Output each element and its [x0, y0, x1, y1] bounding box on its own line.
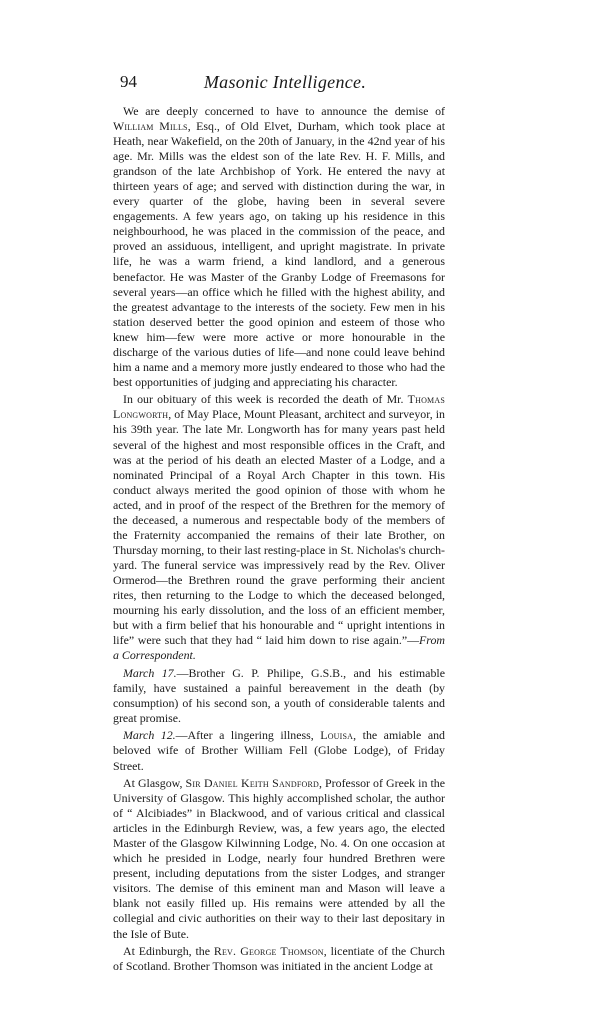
- proper-name: Louisa: [320, 728, 354, 743]
- proper-name: Sir Daniel Keith Sandford: [185, 776, 320, 791]
- running-title: Masonic Intelligence.: [203, 72, 367, 92]
- italic-text: March 12.: [123, 728, 176, 743]
- page-body: [113, 104, 445, 974]
- italic-text: March 17.: [123, 665, 177, 680]
- paragraph-march-12: [113, 728, 445, 773]
- text-run: , of May Place, Mount Pleasant, architect and surveyor, in his 39th year. The late Mr. Longworth has for many years past held several of the highest and most responsible offices in the Craft, and was at the period of his death an elected Master of a Lodge, and a nominated Principal of a Royal Arch Chapter in this town. His conduct always merited the good opinion of those with whom he acted, and in proof of the respect of the Brethren for the memory of the deceased, a numerous and respectable body of the members of the Fraternity accompanied the remains of their late Brother, on Thursday morning, to their last resting-place in St. Nicholas's church-yard. The funeral service was impressively read by the Rev. Oliver Ormerod—the Brethren round the grave performing their ancient rites, then returning to the Lodge to which the deceased belonged, mourning his early dissolution, and the loss of an efficient member, but with a firm belief that his honourable and “ upright intentions in life” were such that they had “ laid him down to rise again.”—: [113, 407, 445, 648]
- text-run: We are deeply concerned to have to announce the demise of: [123, 104, 445, 118]
- page-number: 94: [120, 72, 137, 91]
- proper-name: Rev. George Thomson: [213, 944, 324, 959]
- page-header: [120, 72, 450, 102]
- text-run: , licentiate of the Church of Scotland. Brother Thomson was initiated in the ancient Lodge at: [113, 944, 445, 974]
- proper-name: Thomas Longworth: [113, 392, 445, 422]
- paragraph-william-mills: [113, 104, 445, 390]
- text-run: , the amiable and beloved wife of Brother William Fell (Globe Lodge), of Friday Street.: [113, 728, 445, 773]
- text-run: —Brother G. P. Philipe, G.S.B., and his estimable family, have sustained a painful bereavement in the death (by consumption) of his second son, a youth of considerable talents and great promise.: [113, 665, 445, 725]
- text-run: At Glasgow,: [123, 776, 186, 791]
- italic-text: From a Correspondent.: [113, 633, 445, 663]
- text-run: At Edinburgh, the: [123, 944, 214, 959]
- text-run: In our obituary of this week is recorded the death of Mr.: [123, 392, 408, 407]
- paragraph-thomas-longworth: [113, 392, 445, 663]
- proper-name: William Mills: [113, 119, 188, 134]
- paragraph-george-thomson: [113, 944, 445, 974]
- text-run: , Professor of Greek in the University of Glasgow. This highly accomplished scholar, the author of “ Alcibiades” in Blackwood, and of various critical and classical articles in the Edinburgh Review, was, a few years ago, the elected Master of the Glasgow Kilwinning Lodge, No. 4. On one occasion at which he presided in Lodge, nearly four hundred Brethren were present, including deputations from the sister Lodges, and stranger visitors. The demise of this eminent man and Mason will leave a blank not easily filled up. His remains were attended by all the collegial and civic authorities on their way to their last depositary in the Isle of Bute.: [113, 776, 445, 941]
- text-run: —After a lingering illness,: [175, 728, 321, 743]
- paragraph-march-17: [113, 666, 445, 726]
- text-run: , Esq., of Old Elvet, Durham, which took place at Heath, near Wakefield, on the 20th of January, in the 42nd year of his age. Mr. Mills was the eldest son of the late Rev. H. F. Mills, and grandson of the late Archbishop of York. He entered the navy at thirteen years of age; and served with distinction during the war, in every quarter of the globe, having been in several severe engagements. A few years ago, on taking up his residence in this neighbourhood, he was placed in the commission of the peace, and proved an assiduous, intelligent, and upright magistrate. In private life, he was a warm friend, a kind landlord, and a generous benefactor. He was Master of the Granby Lodge of Freemasons for several years—an office which he filled with the highest ability, and the greatest advantage to the interests of the society. Few men in his station deserved better the good opinion and esteem of those who knew him—few were more active or more honourable in the discharge of the various duties of life—and none could leave behind him a name and a memory more justly endeared to those who had the best opportunities of judging and appreciating his character.: [113, 119, 445, 389]
- paragraph-daniel-sandford: [113, 776, 445, 942]
